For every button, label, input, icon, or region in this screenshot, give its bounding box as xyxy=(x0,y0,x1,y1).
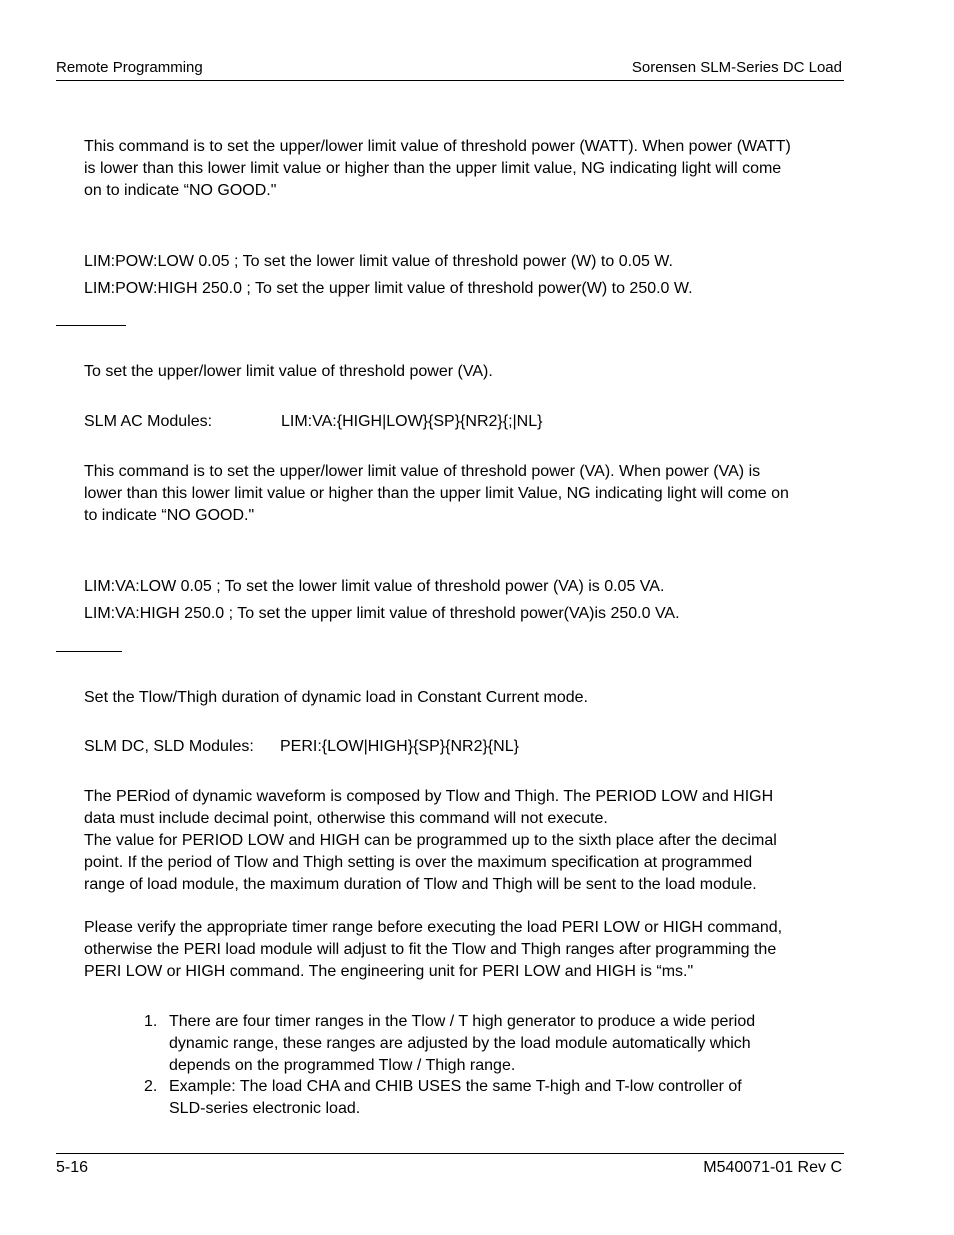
watt-description-line: on to indicate “NO GOOD." xyxy=(84,182,277,199)
peri-description-1 xyxy=(84,786,859,896)
peri-description-line: data must include decimal point, otherwise this command will not execute. xyxy=(84,810,608,827)
note-line: depends on the programmed Tlow / Thigh range. xyxy=(169,1057,516,1074)
note-line: There are four timer ranges in the Tlow / T high generator to produce a wide period xyxy=(169,1013,756,1030)
peri-description-line: Please verify the appropriate timer range before executing the load PERI LOW or HIGH command, xyxy=(84,919,783,936)
note-line: SLD-series electronic load. xyxy=(169,1100,361,1117)
header-rule xyxy=(56,80,844,81)
va-example-low: LIM:VA:LOW 0.05 ; To set the lower limit value of threshold power (VA) is 0.05 VA. xyxy=(84,578,665,595)
note-item xyxy=(169,1076,742,1120)
va-purpose: To set the upper/lower limit value of threshold power (VA). xyxy=(84,363,493,380)
va-description-line: This command is to set the upper/lower limit value of threshold power (VA). When power (VA) is xyxy=(84,463,761,480)
va-description-line: to indicate “NO GOOD." xyxy=(84,507,255,524)
va-description xyxy=(84,461,859,527)
peri-description-line: point. If the period of Tlow and Thigh setting is over the maximum specification at programmed xyxy=(84,854,753,871)
watt-description-line: is lower than this lower limit value or higher than the upper limit value, NG indicating light will come xyxy=(84,160,782,177)
note-number: 2. xyxy=(144,1078,158,1095)
note-item xyxy=(169,1011,755,1077)
peri-description-line: otherwise the PERI load module will adjust to fit the Tlow and Thigh ranges after programming the xyxy=(84,941,777,958)
watt-example-low: LIM:POW:LOW 0.05 ; To set the lower limit value of threshold power (W) to 0.05 W. xyxy=(84,253,673,270)
watt-description-line: This command is to set the upper/lower limit value of threshold power (WATT). When power (WATT) xyxy=(84,138,791,155)
header-document-title: Sorensen SLM-Series DC Load xyxy=(631,59,842,76)
watt-example-high: LIM:POW:HIGH 250.0 ; To set the upper limit value of threshold power(W) to 250.0 W. xyxy=(84,280,693,297)
note-line: dynamic range, these ranges are adjusted by the load module automatically which xyxy=(169,1035,751,1052)
peri-description-2 xyxy=(84,917,859,983)
footer-rule xyxy=(56,1153,844,1154)
peri-syntax-value: PERI:{LOW|HIGH}{SP}{NR2}{NL} xyxy=(280,738,519,755)
va-syntax-label: SLM AC Modules: xyxy=(84,413,213,430)
peri-description-line: The value for PERIOD LOW and HIGH can be programmed up to the sixth place after the decimal xyxy=(84,832,777,849)
section-rule-va xyxy=(56,325,126,326)
peri-description-line: range of load module, the maximum duration of Tlow and Thigh will be sent to the load module. xyxy=(84,876,757,893)
section-rule-peri xyxy=(56,651,122,652)
header-section-title: Remote Programming xyxy=(56,59,203,76)
watt-description xyxy=(84,136,859,202)
page-number: 5-16 xyxy=(56,1159,89,1176)
peri-syntax-label: SLM DC, SLD Modules: xyxy=(84,738,254,755)
note-line: Example: The load CHA and CHIB USES the same T-high and T-low controller of xyxy=(169,1078,742,1095)
va-description-line: lower than this lower limit value or higher than the upper limit Value, NG indicating light will come on xyxy=(84,485,789,502)
document-revision: M540071-01 Rev C xyxy=(703,1159,842,1176)
va-example-high: LIM:VA:HIGH 250.0 ; To set the upper limit value of threshold power(VA)is 250.0 VA. xyxy=(84,605,680,622)
note-number: 1. xyxy=(144,1013,158,1030)
peri-purpose: Set the Tlow/Thigh duration of dynamic load in Constant Current mode. xyxy=(84,689,588,706)
va-syntax-value: LIM:VA:{HIGH|LOW}{SP}{NR2}{;|NL} xyxy=(281,413,543,430)
peri-description-line: The PERiod of dynamic waveform is composed by Tlow and Thigh. The PERIOD LOW and HIGH xyxy=(84,788,774,805)
peri-description-line: PERI LOW or HIGH command. The engineering unit for PERI LOW and HIGH is “ms." xyxy=(84,963,694,980)
